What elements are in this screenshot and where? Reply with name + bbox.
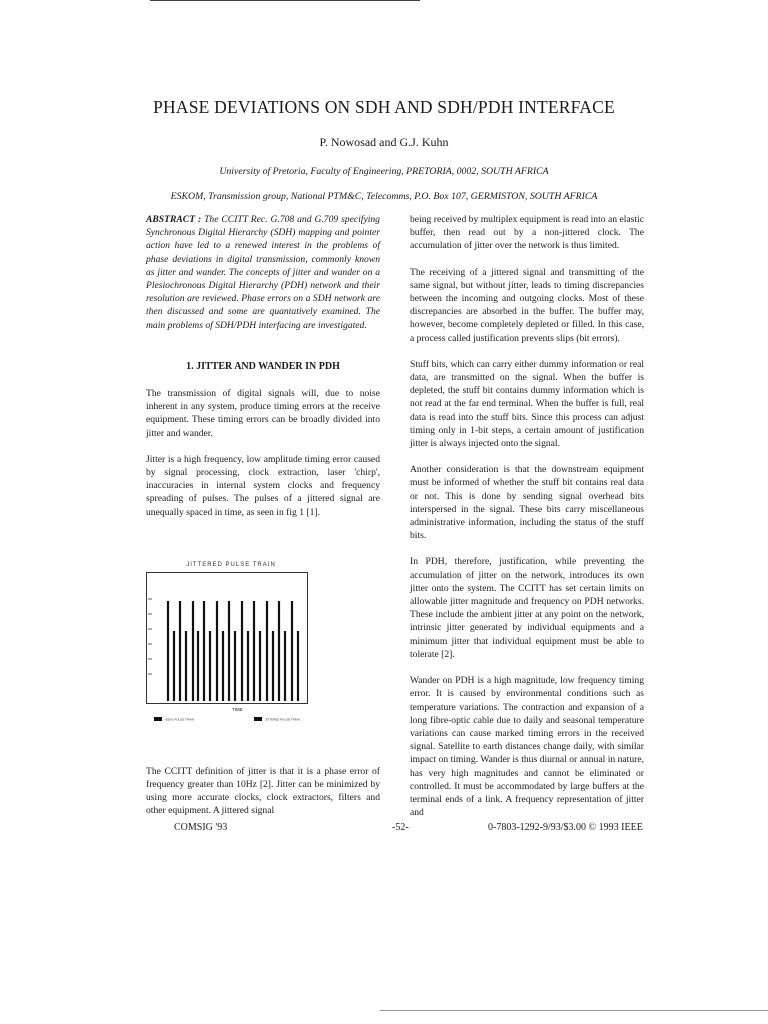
paragraph-timing-errors: The transmission of digital signals will, due to noise inherent in any system, produce timing errors at the receive equipment. These timing errors can be broadly divided into jitter and wander. [146, 388, 380, 439]
abstract-text: The CCITT Rec. G.708 and G.709 specifying Synchronous Digital Hierarchy (SDH) mapping and pointer action have led to a renewed interest in the problems of phase deviations in digital transmission, commonly known as jitter and wander. The concepts of jitter and wander on a Plesiochronous Digital Hierarchy (PDH) network and their resolution are reviewed. Phase errors on a SDH network are then discussed and some are quantatively examined. The main problems of SDH/PDH interfacing are investigated. [146, 214, 380, 331]
abstract [146, 213, 380, 332]
right-column [410, 213, 644, 832]
section-heading-jitter-wander-pdh: 1. JITTER AND WANDER IN PDH [186, 360, 340, 372]
paragraph-jitter-definition: Jitter is a high frequency, low amplitude timing error caused by signal processing, clock extraction, laser 'chirp', inaccuracies in internal system clocks and frequency spreading of pulses. The pulses of a jittered signal are unequally spaced in time, as seen in fig 1 [1]. [146, 453, 380, 518]
pulse-train-plot [146, 559, 336, 739]
abstract-label: ABSTRACT : [146, 214, 202, 225]
paragraph-justification: The receiving of a jittered signal and transmitting of the same signal, but without jitter, leads to timing discrepancies between the incoming and outgoing clocks. Most of these discrepancies are absorbed in the buffer. The buffer may, however, become completely depleted or filled. In this case, a process called justification prevents slips (bit errors). [410, 266, 644, 344]
figure-jittered-pulse-train [146, 559, 336, 739]
legend-ideal-label: IDEAL PULSE TRAIN [165, 717, 195, 722]
paragraph-signal-overhead: Another consideration is that the downstream equipment must be informed of whether the stuff bit contains real data or not. This is done by sending signal overhead bits interspersed in the signal. These bits carry miscellaneous administrative information, including the status of the stuff bits. [410, 464, 644, 542]
bottom-scan-rule [380, 1010, 768, 1011]
paper-authors: P. Nowosad and G.J. Kuhn [319, 135, 449, 149]
legend-jittered-label: JITTERED PULSE TRAIN [265, 717, 300, 722]
time-axis-label: TIME [232, 706, 243, 712]
paragraph-elastic-buffer: being received by multiplex equipment is read into an elastic buffer, then read out by a non-jittered clock. The accumulation of jitter over the network is thus limited. [410, 214, 644, 252]
legend-ideal-swatch [154, 717, 162, 721]
paragraph-pdh-jitter-limits: In PDH, therefore, justification, while preventing the accumulation of jitter on the network, introduces its own jitter onto the system. The CCITT has set certain limits on allowable jitter magnitude and frequency on PDH networks. These include the ambient jitter at any point on the network, intrinsic jitter generated by individual equipments and a minimum jitter that individual equipment must be able to tolerate [2]. [410, 556, 644, 660]
pulse-group [168, 601, 298, 701]
figure-title: JITTERED PULSE TRAIN [186, 561, 276, 568]
paragraph-wander: Wander on PDH is a high magnitude, low frequency timing error. It is caused by environmental conditions such as temperature variations. The contraction and expansion of a long fibre-optic cable due to daily and seasonal temperature variations can cause marked timing errors in the received signal. Satellite to earth distances change daily, with similar impact on timing. Wander is thus diurnal or annual in nature, has very high magnitudes and cannot be eliminated or controlled. It must be accommodated by large buffers at the terminal ends of a link. A frequency representation of jitter and [410, 675, 644, 819]
affiliation-university: University of Pretoria, Faculty of Engineering, PRETORIA, 0002, SOUTH AFRICA [219, 166, 549, 177]
top-scan-rule [150, 0, 420, 1]
footer-page-number: -52- [392, 822, 409, 833]
footer-copyright: 0-7803-1292-9/93/$3.00 © 1993 IEEE [488, 822, 643, 833]
footer-conference: COMSIG '93 [174, 822, 228, 833]
paragraph-stuff-bits: Stuff bits, which can carry either dummy information or real data, are transmitted on the signal. When the buffer is depleted, the stuff bit contains dummy information which is not read at the far end terminal. When the buffer is full, real data is read into the stuff bits. Since this process can adjust timing only in 1-bit steps, a certain amount of justification jitter is always injected onto the signal. [410, 358, 644, 450]
left-column [146, 213, 380, 831]
axis-ticks [148, 599, 152, 674]
paragraph-ccitt-jitter-definition: The CCITT definition of jitter is that it is a phase error of frequency greater than 10Hz [2]. Jitter can be minimized by using more accurate clocks, clock extractors, filters and other equipment. A jittered signal [146, 765, 380, 817]
affiliation-eskom: ESKOM, Transmission group, National PTM&C, Telecomms, P.O. Box 107, GERMISTON, SOUTH AFRICA [170, 191, 598, 202]
paper-title: PHASE DEVIATIONS ON SDH AND SDH/PDH INTERFACE [153, 97, 615, 117]
legend-jittered-swatch [254, 717, 262, 721]
